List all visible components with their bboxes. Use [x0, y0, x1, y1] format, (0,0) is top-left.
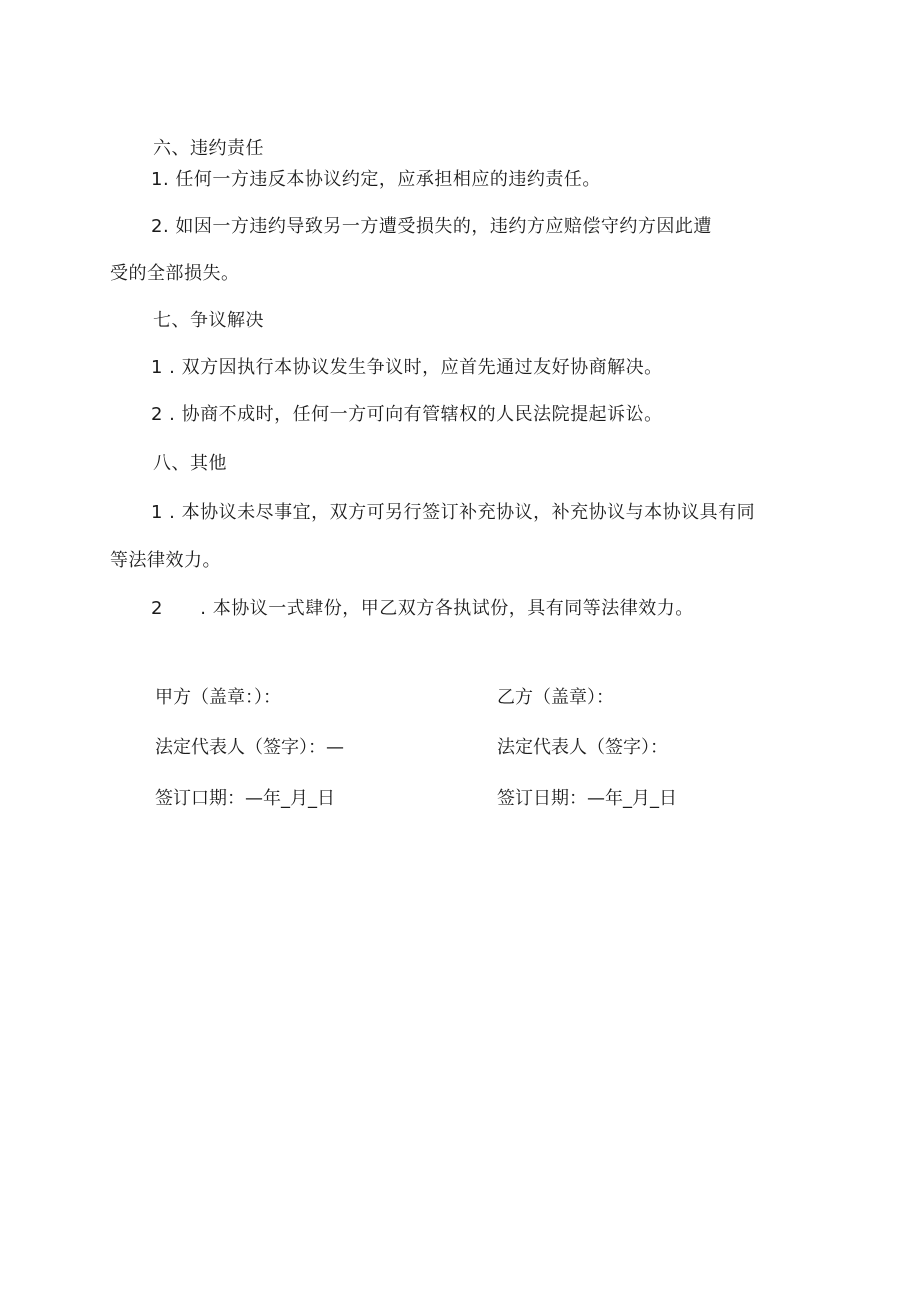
party-b-seal: 乙方（盖章）：: [497, 687, 614, 708]
party-a-representative: 法定代表人（签字）：—: [155, 737, 344, 758]
section-7-item-1: 1 . 双方因执行本协议发生争议时，应首先通过友好协商解决。: [151, 357, 663, 378]
section-6-item-2-line-1: 2. 如因一方违约导致另一方遭受损失的，违约方应赔偿守约方因此遭: [151, 216, 712, 237]
section-7-heading: 七、争议解决: [153, 310, 264, 331]
section-7-item-2: 2 . 协商不成时，任何一方可向有管辖权的人民法院提起诉讼。: [151, 404, 663, 425]
section-8-item-1-line-2: 等法律效力。: [110, 550, 221, 571]
party-b-representative: 法定代表人（签字）：: [497, 737, 668, 758]
party-a-seal: 甲方（盖章：）：: [155, 687, 281, 708]
section-6-item-2-line-2: 受的全部损失。: [110, 263, 240, 284]
section-8-heading: 八、其他: [153, 453, 227, 474]
section-6-heading: 六、违约责任: [153, 138, 264, 159]
section-8-item-2: 2 . 本协议一式肆份，甲乙双方各执试份，具有同等法律效力。: [151, 598, 694, 619]
section-6-item-1: 1. 任何一方违反本协议约定，应承担相应的违约责任。: [151, 169, 601, 190]
party-a-date: 签订口期：—年_月_日: [155, 788, 335, 809]
section-8-item-1-line-1: 1 . 本协议未尽事宜，双方可另行签订补充协议，补充协议与本协议具有同: [151, 502, 756, 523]
party-b-date: 签订日期：—年_月_日: [497, 788, 677, 809]
